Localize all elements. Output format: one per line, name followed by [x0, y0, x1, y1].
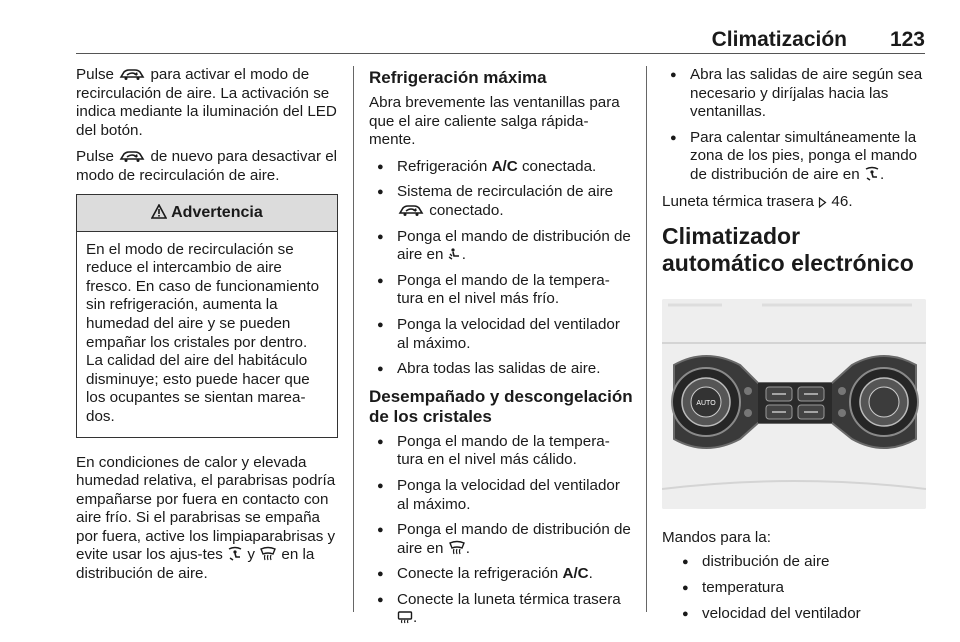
column-divider	[353, 66, 354, 612]
chapter-title: Climatización	[711, 28, 847, 51]
page-ref-icon	[818, 197, 827, 208]
paragraph-humidity: En condiciones de calor y elevada humedad relativa, el parabrisas podría empañarse por fuera en contacto con aire frío. Si el parabrisas se empaña por fuera, active los limpiaparabrisas y evite usar los ajus-tes y en la distribución de aire.	[76, 453, 336, 583]
section-heading-auto-climate: Climatizador automático electrónico	[662, 223, 914, 277]
list-item: ● Refrigeración A/C conectada.	[369, 158, 634, 177]
section-heading-max-cooling: Refrigeración máxima	[369, 68, 547, 87]
list-item: ● Abra todas las salidas de aire.	[369, 360, 634, 379]
list-item: ● Ponga el mando de distribución de aire en .	[369, 521, 634, 558]
max-cooling-list	[369, 158, 634, 379]
list-item: ● distribución de aire	[674, 553, 926, 572]
windscreen-feet-icon	[227, 546, 243, 561]
car-recirculation-icon	[118, 149, 146, 163]
paragraph-rear-window-ref: Luneta térmica trasera 46.	[662, 192, 853, 210]
paragraph-controls: Mandos para la:	[662, 528, 771, 546]
header-rule	[76, 53, 925, 54]
list-item: ● Ponga la velocidad del ventilador al máximo.	[369, 316, 634, 353]
warning-title: Advertencia	[171, 203, 263, 221]
section-heading-defog: Desempañado y descongelación de los cristales	[369, 386, 633, 426]
list-item: ● Ponga la velocidad del ventilador al máximo.	[369, 477, 634, 514]
page-header	[76, 22, 925, 52]
rear-window-heating-icon	[397, 610, 413, 624]
car-recirculation-icon	[397, 203, 425, 217]
paragraph-recirc-off: Pulse de nuevo para desactivar el modo de recirculación de aire.	[76, 148, 338, 184]
auto-button-label: AUTO	[696, 400, 716, 408]
warning-box	[76, 194, 338, 438]
column-middle	[369, 66, 634, 636]
list-item: ● Abra las salidas de aire según sea necesario y diríjalas hacia las ventanillas.	[662, 66, 926, 122]
list-item: ● temperatura	[674, 579, 926, 598]
warning-header	[77, 195, 337, 232]
column-right	[662, 66, 926, 631]
climate-control-panel-image	[662, 299, 926, 509]
warning-triangle-icon	[151, 204, 167, 219]
controls-list	[662, 553, 926, 623]
paragraph-recirc-on: Pulse para activar el modo de recirculación de aire. La activación se indica mediante la iluminación del LED del botón.	[76, 66, 337, 139]
paragraph-intro: Abra brevemente las ventanillas para que el aire caliente salga rápida-mente.	[369, 94, 620, 149]
list-item: ● Sistema de recirculación de aire conectado.	[369, 183, 634, 220]
list-item: ● Ponga el mando de la tempera-tura en el nivel más frío.	[369, 272, 634, 309]
list-item: ● Para calentar simultáneamente la zona de los pies, ponga el mando de distribución de aire en .	[662, 129, 926, 185]
column-left	[76, 66, 338, 592]
list-item: ● Conecte la luneta térmica trasera .	[369, 591, 634, 628]
windscreen-feet-icon	[864, 166, 880, 181]
list-item: ● Ponga el mando de la tempera-tura en el nivel más cálido.	[369, 433, 634, 470]
list-item: ● Conecte la refrigeración A/C.	[369, 565, 634, 584]
list-item: ● velocidad del ventilador	[674, 605, 926, 624]
list-item: ● Ponga el mando de distribución de aire en .	[369, 228, 634, 265]
defog-list-continued	[662, 66, 926, 185]
windscreen-defrost-icon	[259, 546, 277, 561]
feet-icon	[448, 247, 462, 261]
defog-list	[369, 433, 634, 628]
car-recirculation-icon	[118, 67, 146, 81]
windscreen-defrost-icon	[448, 540, 466, 555]
page-number: 123	[889, 28, 925, 51]
column-divider	[646, 66, 647, 612]
warning-text: En el modo de recirculación se reduce el intercambio de aire fresco. En caso de funcionamiento sin refrigeración, aumenta la humedad del aire y se pueden empañar los cristales por dentro. La calidad del aire del habitáculo disminuye; esto puede hacer que los ocupantes se sientan marea-dos.	[86, 240, 320, 425]
